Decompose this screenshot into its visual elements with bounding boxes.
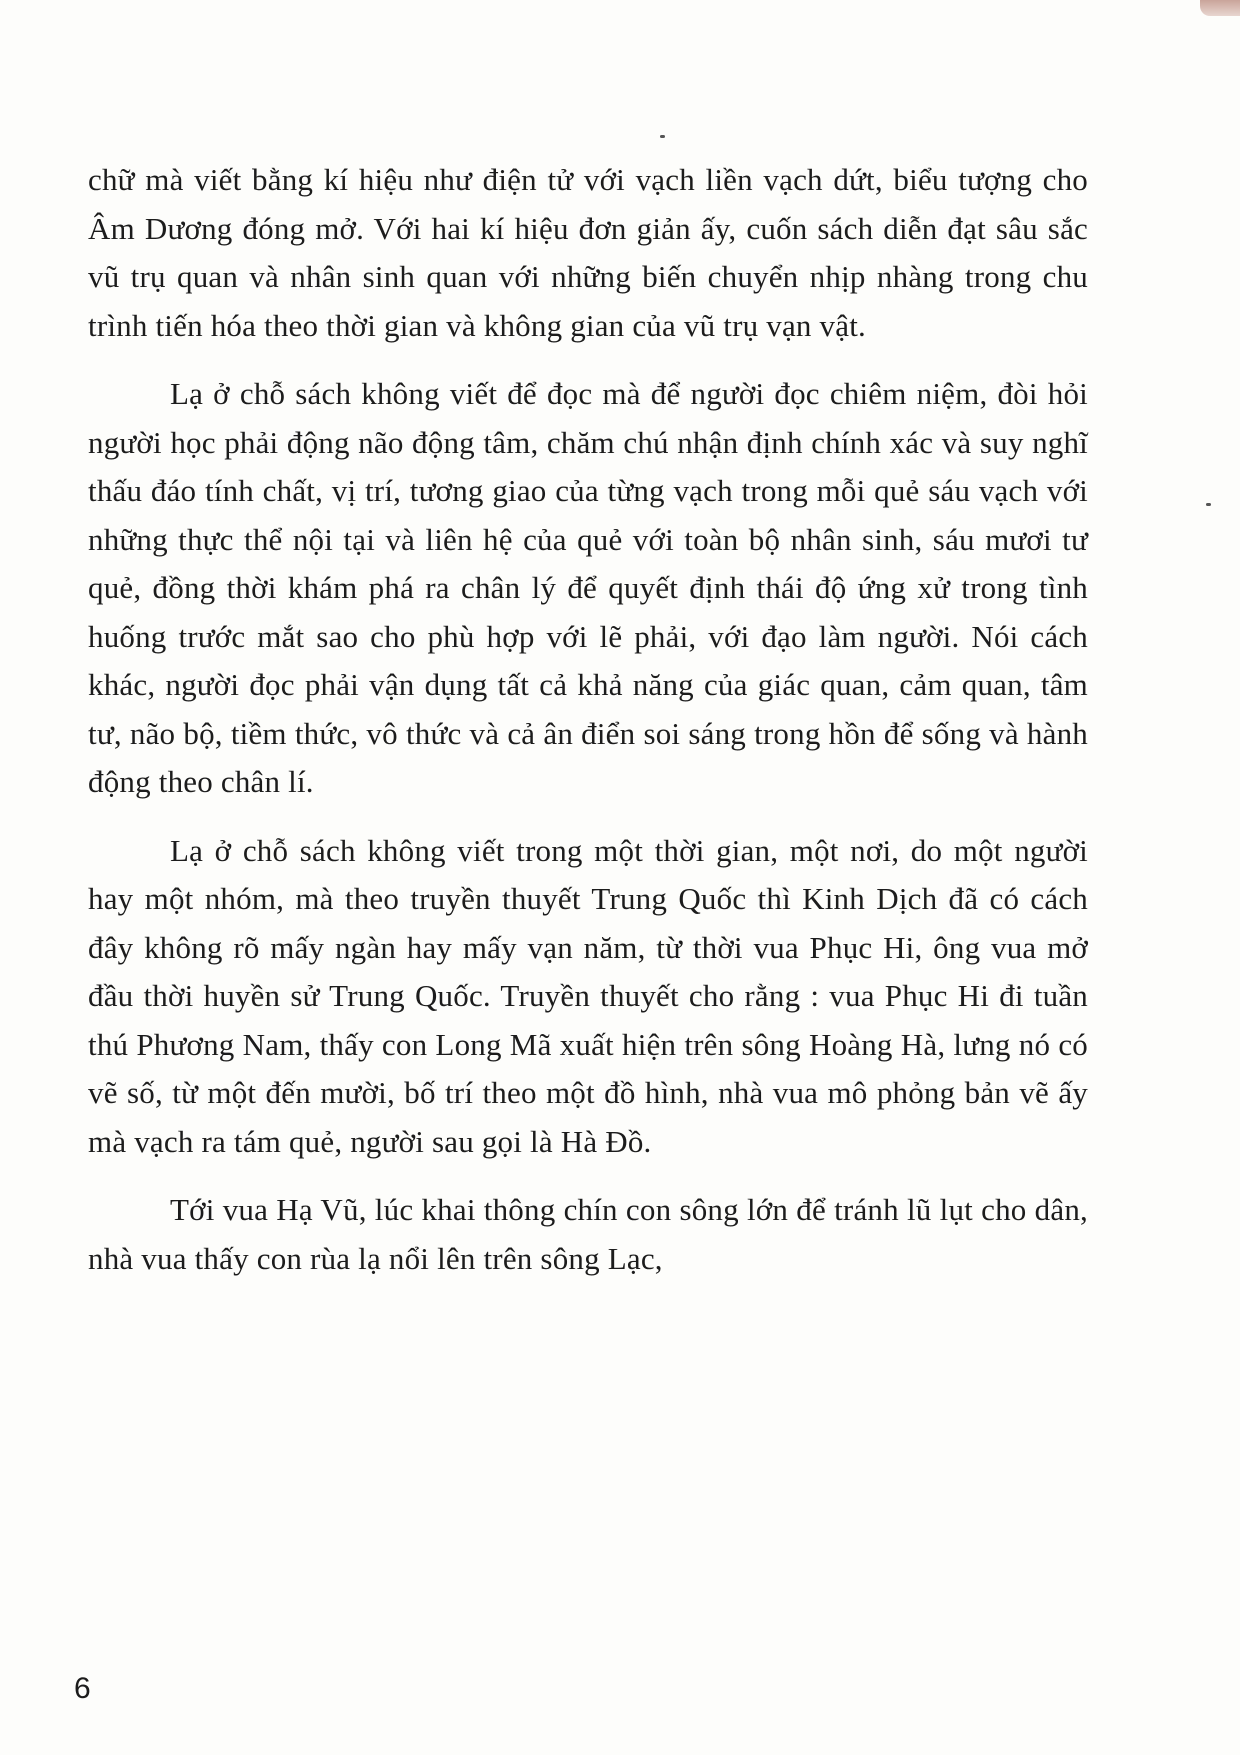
page-corner-stain [1200, 0, 1240, 16]
scan-speck [1206, 503, 1211, 506]
paragraph: Tới vua Hạ Vũ, lúc khai thông chín con sông lớn để tránh lũ lụt cho dân, nhà vua thấy con rùa lạ nổi lên trên sông Lạc, [88, 1192, 1088, 1276]
paragraph: Lạ ở chỗ sách không viết trong một thời gian, một nơi, do một người hay một nhóm, mà theo truyền thuyết Trung Quốc thì Kinh Dịch đã có cách đây không rõ mấy ngàn hay mấy vạn năm, từ thời vua Phục Hi, ông vua mở đầu thời huyền sử Trung Quốc. Truyền thuyết cho rằng : vua Phục Hi đi tuần thú Phương Nam, thấy con Long Mã xuất hiện trên sông Hoàng Hà, lưng nó có vẽ số, từ một đến mười, bố trí theo một đồ hình, nhà vua mô phỏng bản vẽ ấy mà vạch ra tám quẻ, người sau gọi là Hà Đồ. [88, 832, 1088, 1159]
paragraph: Lạ ở chỗ sách không viết để đọc mà để người đọc chiêm niệm, đòi hỏi người học phải động não động tâm, chăm chú nhận định chính xác và suy nghĩ thấu đáo tính chất, vị trí, tương giao của từng vạch trong mỗi quẻ sáu vạch với những thực thể nội tại và liên hệ của quẻ với toàn bộ nhân sinh, sáu mươi tư quẻ, đồng thời khám phá ra chân lý để quyết định thái độ ứng xử trong tình huống trước mắt sao cho phù hợp với lẽ phải, với đạo làm người. Nói cách khác, người đọc phải vận dụng tất cả khả năng của giác quan, cảm quan, tâm tư, não bộ, tiềm thức, vô thức và cả ân điển soi sáng trong hồn để sống và hành động theo chân lí. [88, 376, 1088, 799]
page-number: 6 [74, 1672, 91, 1705]
scan-speck [660, 135, 665, 138]
paragraph: chữ mà viết bằng kí hiệu như điện tử với vạch liền vạch dứt, biểu tượng cho Âm Dương đóng mở. Với hai kí hiệu đơn giản ấy, cuốn sách diễn đạt sâu sắc vũ trụ quan và nhân sinh quan với những biến chuyển nhịp nhàng trong chu trình tiến hóa theo thời gian và không gian của vũ trụ vạn vật. [88, 162, 1088, 343]
body-text [88, 156, 1088, 1283]
